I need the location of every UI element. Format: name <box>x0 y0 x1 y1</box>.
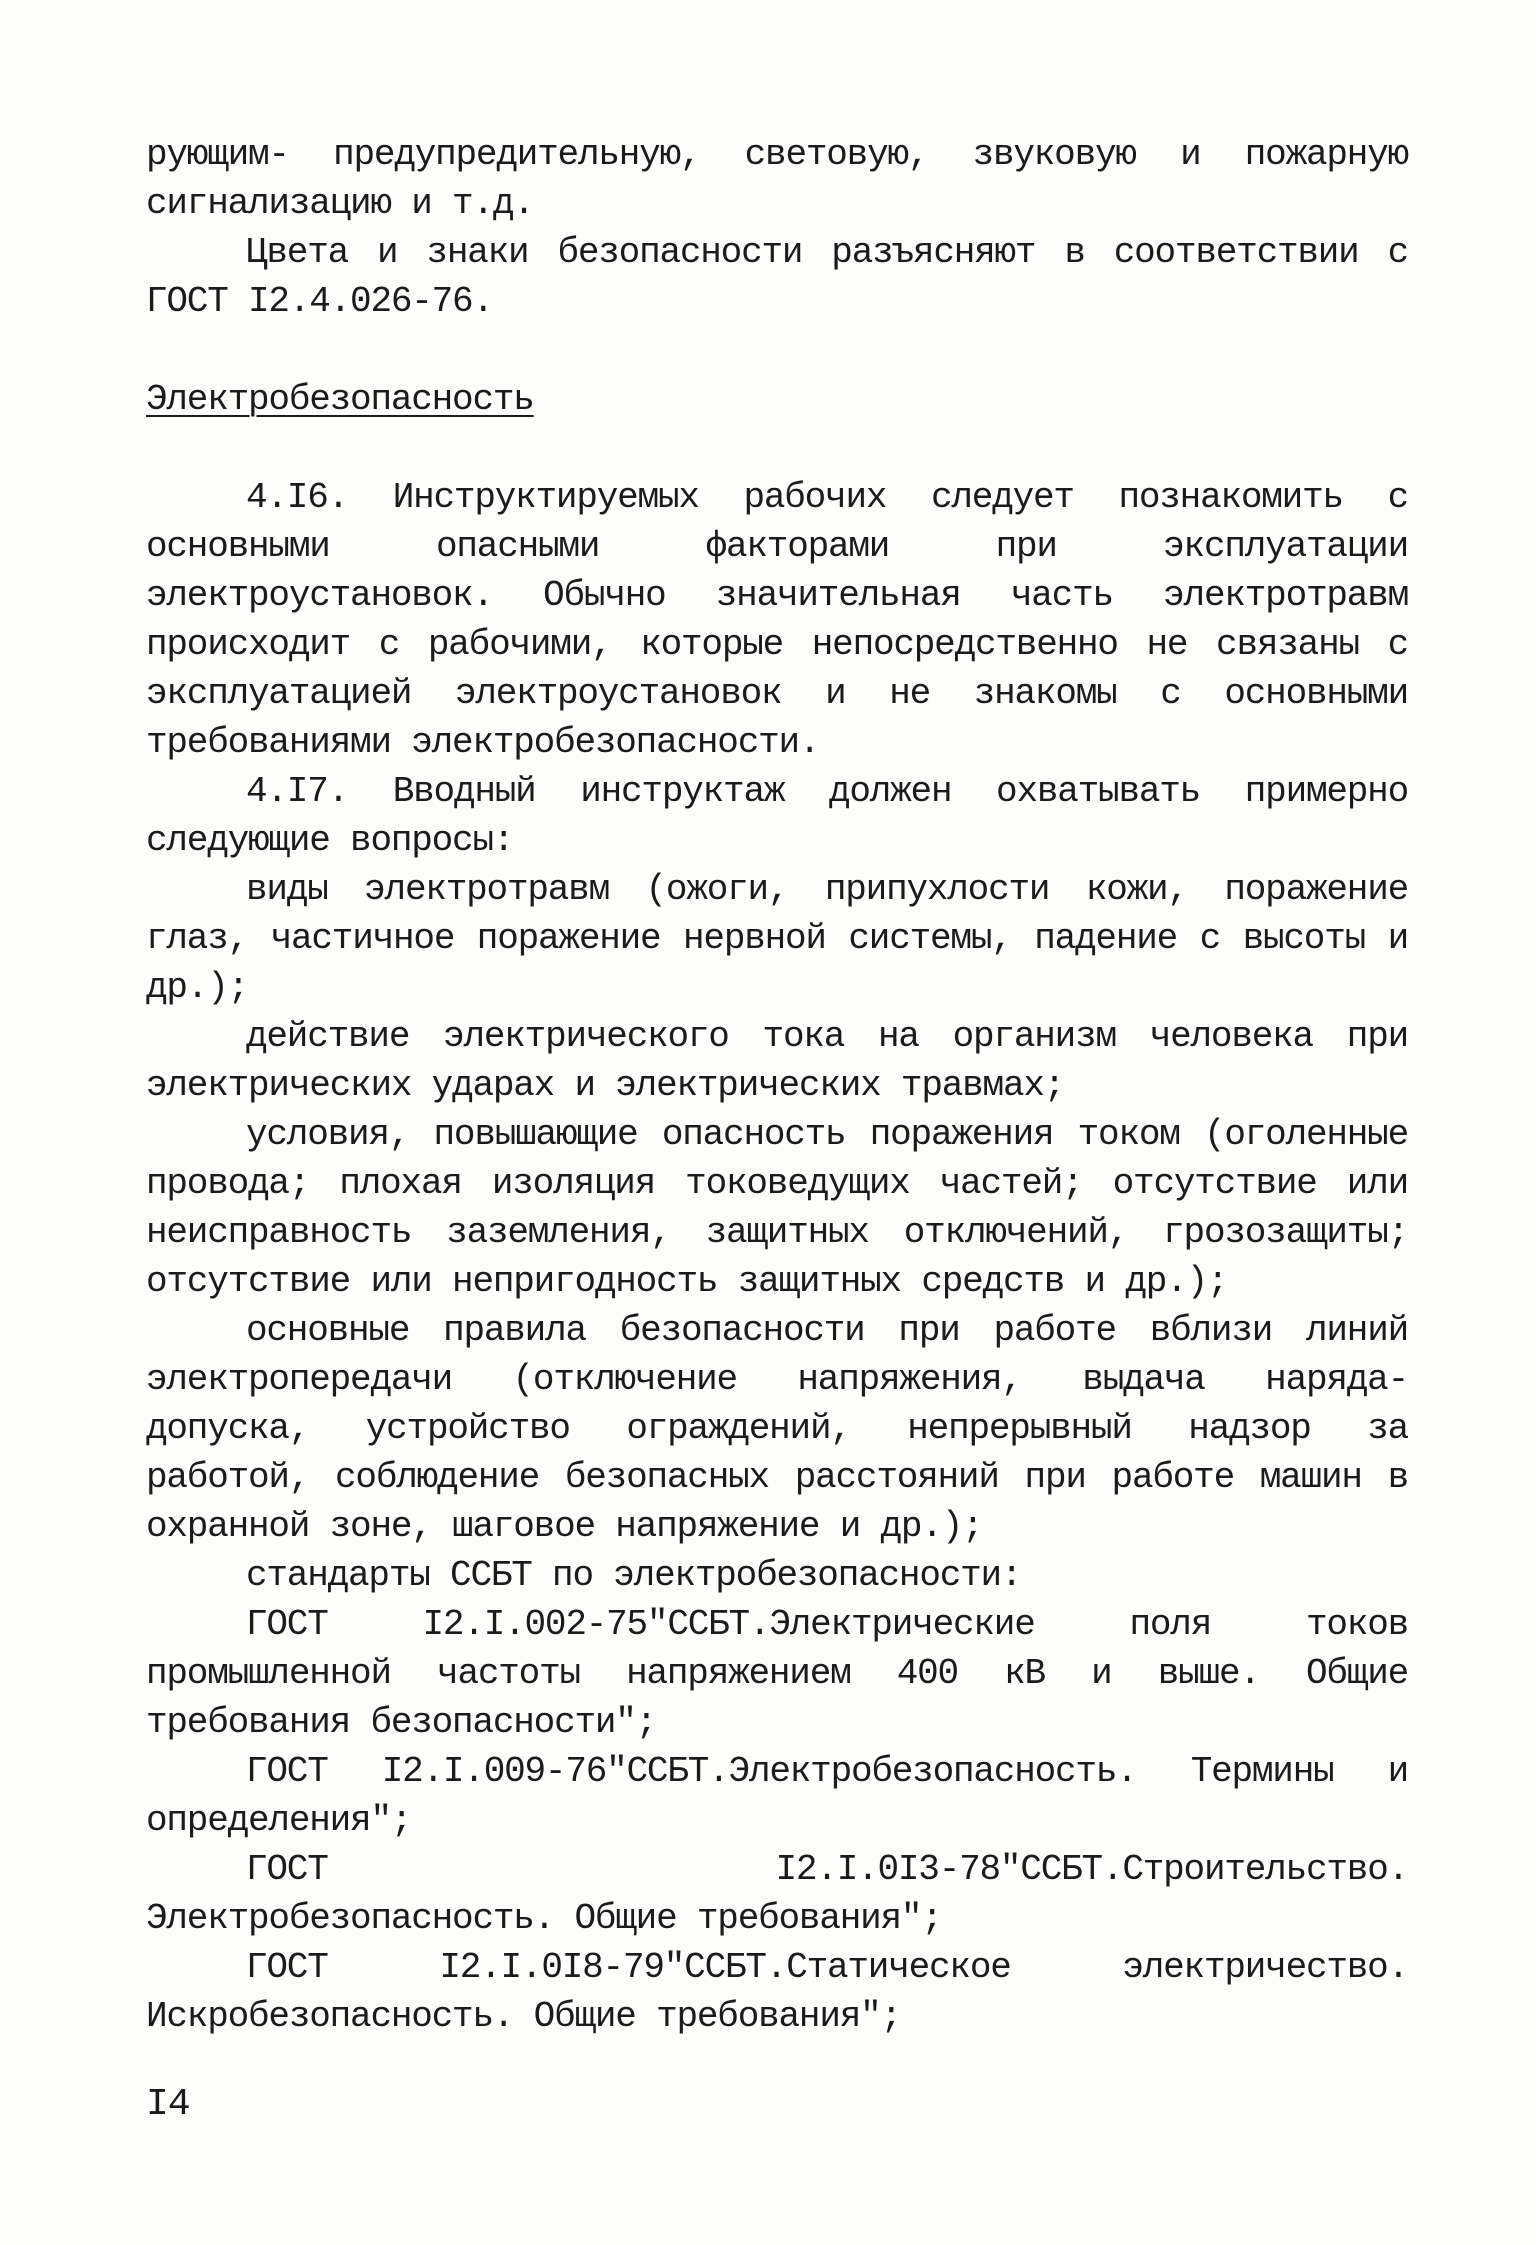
paragraph-4-16: 4.I6. Инструктируемых рабочих следует познакомить с основными опасными факторами при эксплуатации электроустановок. Обычно значительная часть электротравм происходит с рабочими, которые непосредственно не связаны с эксплуатацией электроустановок и не знакомы с основными требованиями электробезопасности. <box>146 477 1408 763</box>
paragraph-4-17: 4.I7. Вводный инструктаж должен охватывать примерно следующие вопросы: <box>146 771 1408 861</box>
list-item-injury-types: виды электротравм (ожоги, припухлости кожи, поражение глаз, частичное поражение нервной системы, падение с высоты и др.); <box>146 869 1408 1008</box>
spacer <box>146 326 1408 375</box>
standard-entry: ГОСТ I2.I.002-75"ССБТ.Электрические поля токов промышленной частоты напряжением 400 кВ и выше. Общие требования безопасности"; <box>146 1604 1408 1743</box>
list-item-power-line-rules: основные правила безопасности при работе вблизи линий электропередачи (отключение напряжения, выдача наряда-допуска, устройство ограждений, непрерывный надзор за работой, соблюдение безопасных расстояний при работе машин в охранной зоне, шаговое напряжение и др.); <box>146 1310 1408 1547</box>
standard-entry: ГОСТ I2.I.009-76"ССБТ.Электробезопасность. Термины и определения"; <box>146 1751 1408 1841</box>
spacer <box>146 424 1408 473</box>
standard-entry: ГОСТ I2.I.0I3-78"ССБТ.Строительство. Электробезопасность. Общие требования"; <box>146 1849 1408 1939</box>
list-item-standards-intro: стандарты ССБТ по электробезопасности: <box>246 1555 1022 1596</box>
paragraph-safety-colors: Цвета и знаки безопасности разъясняют в соответствии с ГОСТ I2.4.026-76. <box>146 232 1408 322</box>
paragraph-continuation: рующим- предупредительную, световую, звуковую и пожарную сигнализацию и т.д. <box>146 134 1408 224</box>
section-heading: Электробезопасность <box>146 379 534 420</box>
standard-entry: ГОСТ I2.I.0I8-79"ССБТ.Статическое электричество. Искробезопасность. Общие требования"; <box>146 1947 1408 2037</box>
document-body <box>146 130 1408 2041</box>
page-number: I4 <box>146 2083 190 2126</box>
list-item-current-effect: действие электрического тока на организм человека при электрических ударах и электрических травмах; <box>146 1016 1408 1106</box>
list-item-risk-conditions: условия, повышающие опасность поражения током (оголенные провода; плохая изоляция токоведущих частей; отсутствие или неисправность заземления, защитных отключений, грозозащиты; отсутствие или непригодность защитных средств и др.); <box>146 1114 1408 1302</box>
